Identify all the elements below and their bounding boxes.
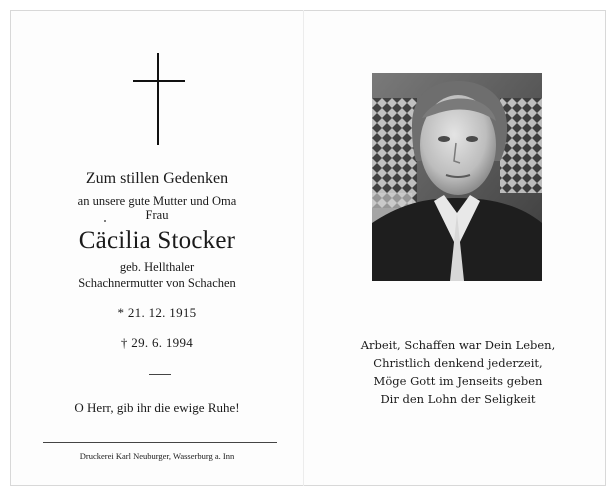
- printer-credit: Druckerei Karl Neuburger, Wasserburg a. Inn: [79, 451, 235, 461]
- dedication: an unsere gute Mutter und Oma: [77, 194, 237, 208]
- poem-line: Christlich denkend jederzeit,: [373, 356, 543, 370]
- prayer: O Herr, gib ihr die ewige Ruhe!: [74, 400, 240, 415]
- birth-date: * 21. 12. 1915: [117, 305, 197, 320]
- poem-line: Dir den Lohn der Seligkeit: [380, 392, 536, 406]
- cross-icon: [133, 53, 185, 145]
- divider-rule: [43, 442, 277, 443]
- poem-line: Arbeit, Schaffen war Dein Leben,: [360, 338, 556, 352]
- maiden-name: geb. Hellthaler: [119, 260, 195, 274]
- divider-dash: [149, 374, 171, 375]
- portrait-photo-icon: [372, 73, 542, 281]
- title: Frau: [145, 208, 169, 222]
- poem-line: Möge Gott im Jenseits geben: [373, 374, 543, 388]
- death-date: † 29. 6. 1994: [120, 335, 194, 350]
- left-panel: [10, 10, 304, 486]
- speck: [104, 220, 106, 222]
- deceased-name: Cäcilia Stocker: [78, 227, 236, 254]
- description: Schachnermutter von Schachen: [78, 276, 236, 290]
- heading: Zum stillen Gedenken: [85, 170, 229, 187]
